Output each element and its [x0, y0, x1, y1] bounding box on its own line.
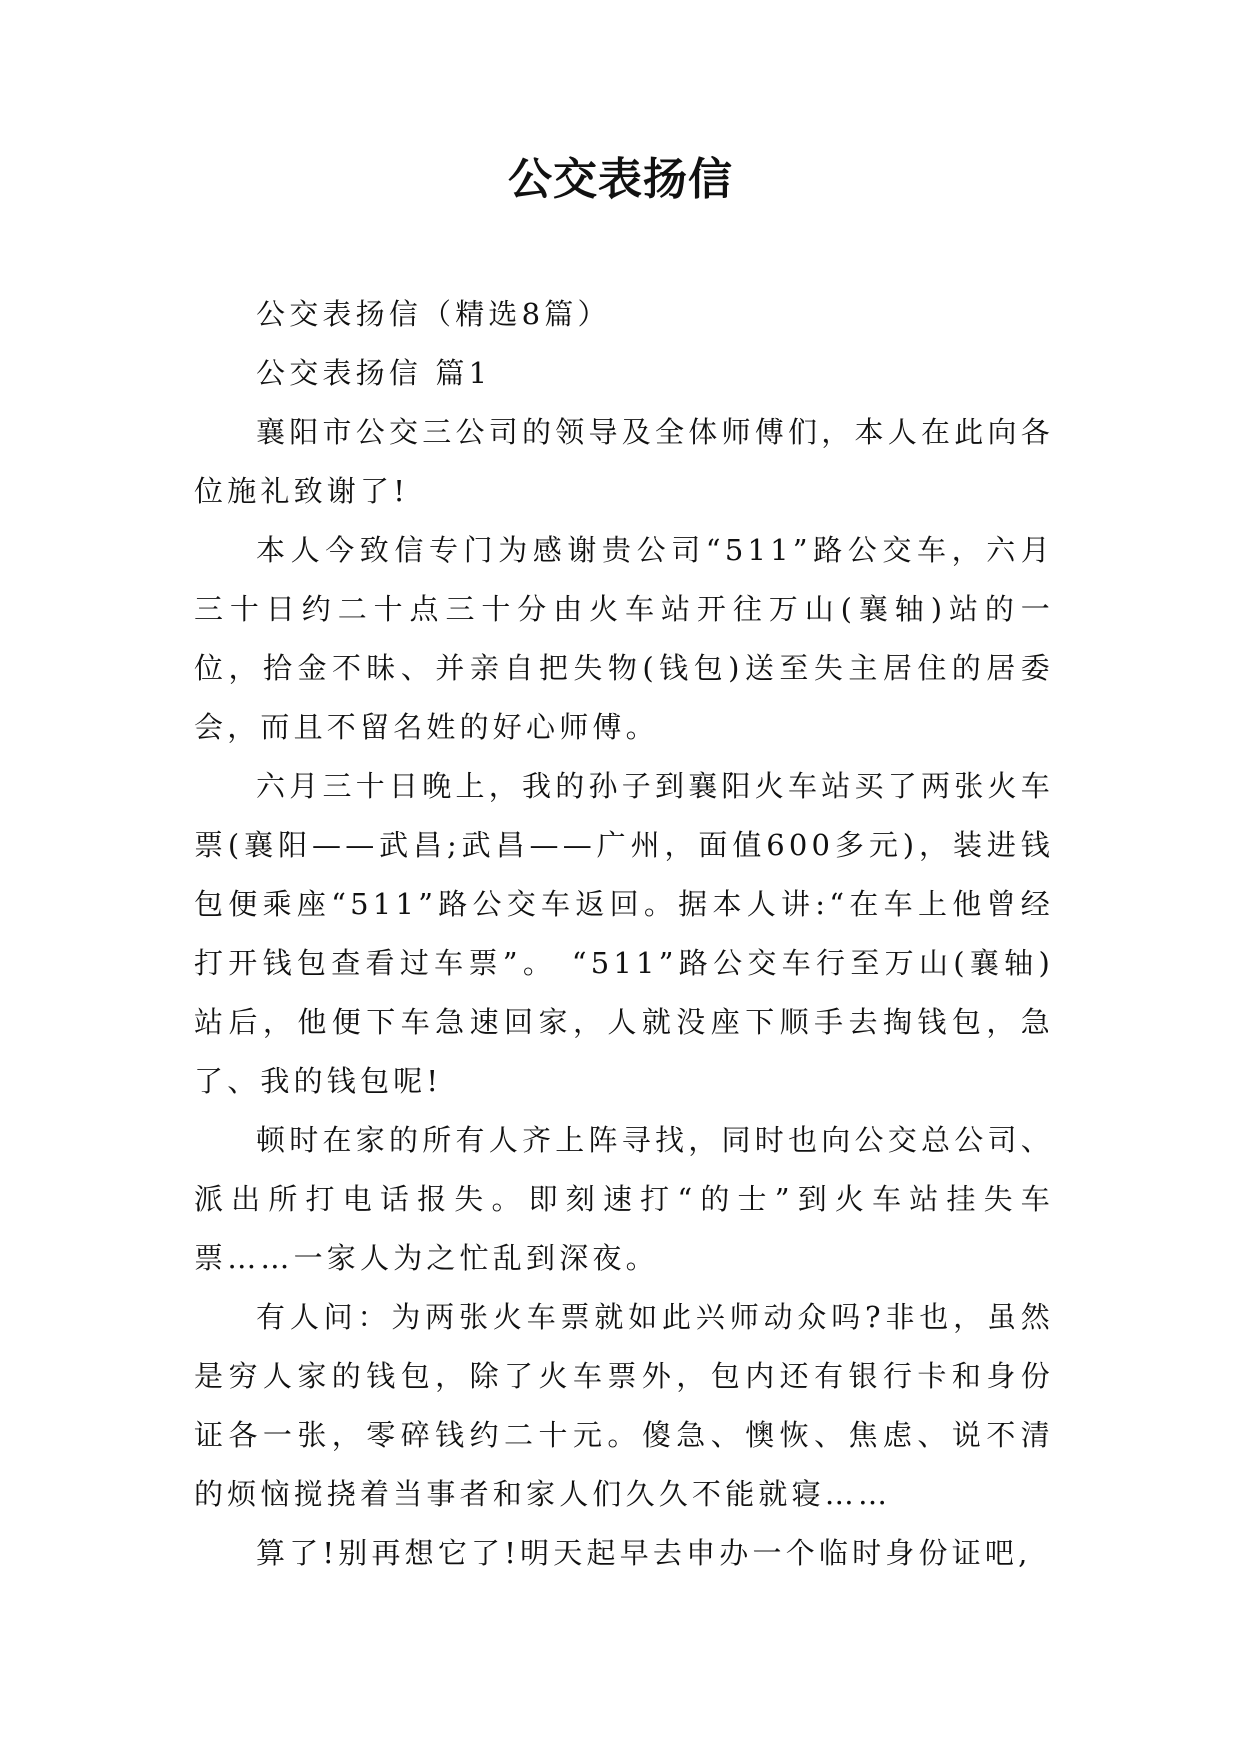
paragraph-body: 六月三十日晚上，我的孙子到襄阳火车站买了两张火车票(襄阳——武昌;武昌——广州，面值600多元)，装进钱包便乘座“511”路公交车返回。据本人讲:“在车上他曾经打开钱包查看过车票”。 “511”路公交车行至万山(襄轴)站后，他便下车急速回家，人就没座下顺手去掏钱包，急了、我的钱包呢!: [194, 769, 1054, 1098]
paragraph-subtitle: 公交表扬信（精选8篇）: [256, 297, 611, 331]
document-title: 公交表扬信: [508, 154, 733, 205]
paragraph-body: 本人今致信专门为感谢贵公司“511”路公交车，六月三十日约二十点三十分由火车站开往万山(襄轴)站的一位，拾金不昧、并亲自把失物(钱包)送至失主居住的居委会，而且不留名姓的好心师傅。: [194, 533, 1054, 744]
paragraph-body: 顿时在家的所有人齐上阵寻找，同时也向公交总公司、派出所打电话报失。即刻速打“的士”到火车站挂失车票……一家人为之忙乱到深夜。: [194, 1123, 1054, 1275]
paragraph-section-heading: 公交表扬信 篇1: [256, 356, 492, 390]
paragraph-body: 算了!别再想它了!明天起早去申办一个临时身份证吧,: [256, 1536, 1032, 1570]
paragraph-salutation: 襄阳市公交三公司的领导及全体师傅们，本人在此向各位施礼致谢了!: [194, 415, 1054, 508]
document-body: [194, 285, 1054, 1583]
paragraph-body: 有人问：为两张火车票就如此兴师动众吗?非也，虽然是穷人家的钱包，除了火车票外，包内还有银行卡和身份证各一张，零碎钱约二十元。傻急、懊恢、焦虑、说不清的烦恼搅挠着当事者和家人们久久不能就寝……: [194, 1300, 1054, 1511]
